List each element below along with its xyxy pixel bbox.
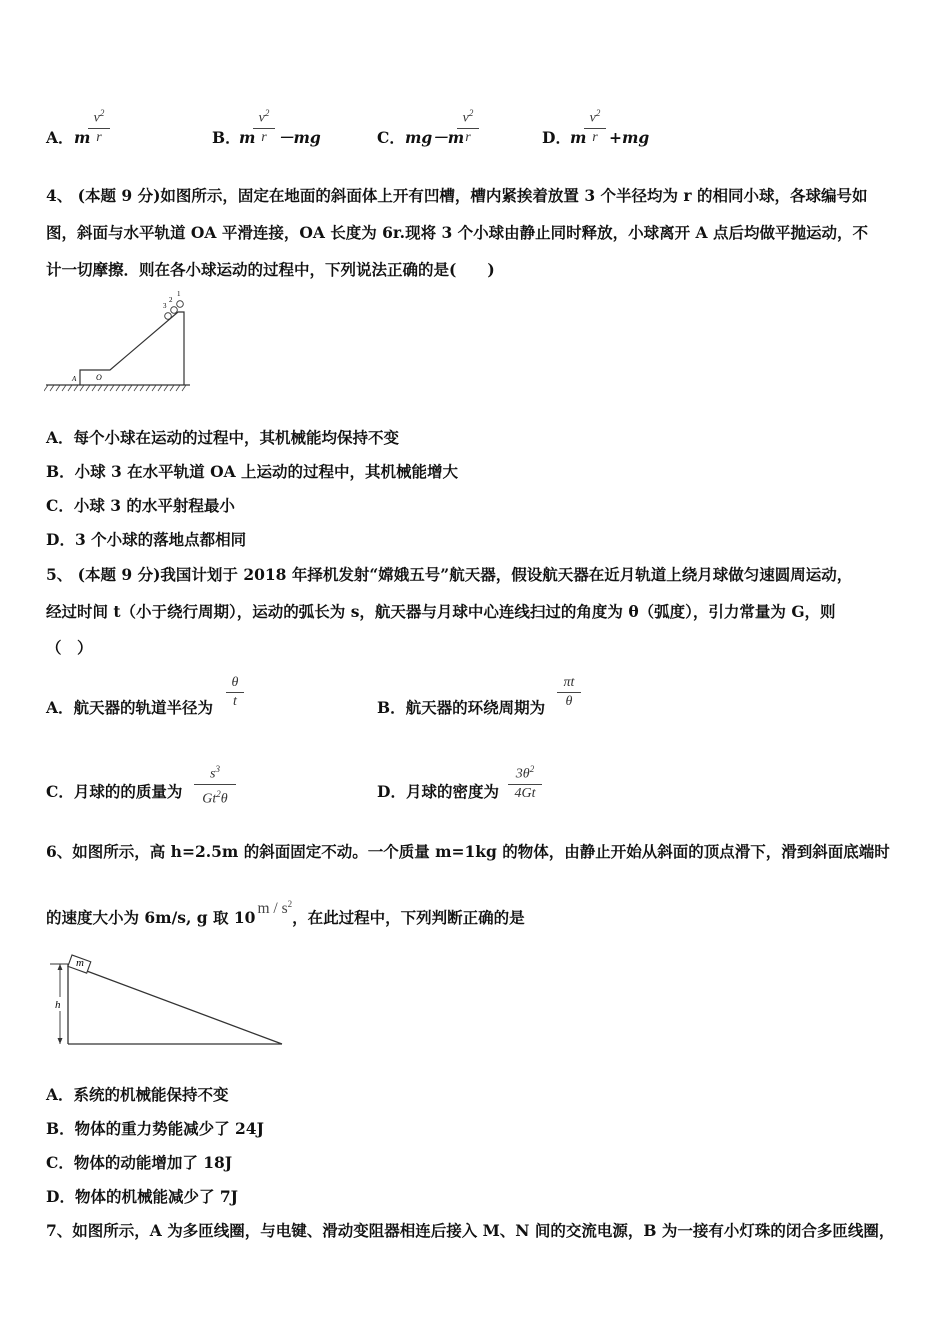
q4-label-a: A [72, 375, 77, 383]
q3-option-c-fraction: $v^2$ r [457, 104, 479, 147]
q4-option-c: C．小球 3 的水平射程最小 [46, 496, 235, 515]
q5-stem-line-2: 经过时间 t（小于绕行周期），运动的弧长为 s，航天器与月球中心连线扫过的角度为 θ（弧度），引力常量为 G，则 [46, 602, 836, 621]
q6-option-b: B．物体的重力势能减少了 24J [46, 1119, 264, 1138]
q5-option-d-fraction: $3\theta^2$ 4Gt [508, 760, 542, 803]
q4-option-b: B．小球 3 在水平轨道 OA 上运动的过程中，其机械能增大 [46, 462, 459, 481]
ball-2-icon [171, 307, 178, 314]
q4-ball-label-1: 1 [177, 290, 181, 298]
q7-stem-line-1: 7、如图所示，A 为多匝线圈，与电键、滑动变阻器相连后接入 M、N 间的交流电源，B 为一接有小灯珠的闭合多匝线圈， [46, 1221, 895, 1240]
q4-figure-incline [44, 290, 194, 396]
q5-option-d-text: D．月球的密度为 [377, 782, 499, 801]
q5-option-a-fraction: θ t [226, 674, 244, 711]
q6-stem-line-1: 6、如图所示，高 h=2.5m 的斜面固定不动。一个质量 m=1kg 的物体，由静止开始从斜面的顶点滑下，滑到斜面底端时 [46, 842, 890, 861]
q5-option-b-fraction: πt θ [557, 674, 581, 711]
q3-option-b-fraction: $v^2$ r [253, 104, 275, 147]
q3-option-b-letter: B． [212, 128, 241, 147]
ball-3-icon [165, 313, 172, 320]
q3-option-d-letter: D． [542, 128, 571, 147]
q4-stem-line-3: 计一切摩擦．则在各小球运动的过程中，下列说法正确的是( ) [46, 260, 495, 279]
q5-option-a-text: A．航天器的轨道半径为 [46, 698, 214, 717]
ball-1-icon [177, 301, 184, 308]
q4-stem-line-2: 图，斜面与水平轨道 OA 平滑连接，OA 长度为 6r.现将 3 个小球由静止同时释放，小球离开 A 点后均做平抛运动，不 [46, 223, 868, 242]
q3-option-b-prefix: m [239, 128, 256, 147]
q3-option-a-letter: A． [46, 128, 74, 147]
q3-option-d-suffix: +mg [609, 128, 650, 147]
q4-option-a: A．每个小球在运动的过程中，其机械能均保持不变 [46, 428, 400, 447]
q4-ball-label-2: 2 [169, 296, 173, 304]
q6-option-c: C．物体的动能增加了 18J [46, 1153, 233, 1172]
q6-label-m: m [76, 957, 84, 969]
q6-figure-slope [46, 950, 286, 1050]
q6-option-d: D．物体的机械能减少了 7J [46, 1187, 238, 1206]
q6-stem-line-2-suffix: ，在此过程中，下列判断正确的是 [292, 908, 525, 928]
q4-label-o: O [96, 373, 102, 382]
q6-option-a: A．系统的机械能保持不变 [46, 1085, 229, 1104]
q6-stem-line-2 [46, 899, 525, 929]
q5-stem-line-1: 5、 (本题 9 分)我国计划于 2018 年择机发射“嫦娥五号”航天器，假设航天器在近月轨道上绕月球做匀速圆周运动， [46, 565, 853, 584]
q3-option-c-letter: C． [377, 128, 405, 147]
q6-unit: m / $s^2$ [257, 899, 293, 918]
q4-option-d: D．3 个小球的落地点都相同 [46, 530, 247, 549]
q3-option-b-suffix: －mg [278, 128, 321, 147]
q3-option-d-fraction: $v^2$ r [584, 104, 606, 147]
q4-stem-line-1: 4、 (本题 9 分)如图所示，固定在地面的斜面体上开有凹槽，槽内紧挨着放置 3 个半径均为 r 的相同小球，各球编号如 [46, 186, 868, 205]
q5-option-c-fraction: $s^3$ Gt$^2$θ [194, 760, 236, 808]
q3-option-a-prefix: m [74, 128, 91, 147]
q3-option-c-prefix: mg－m [405, 128, 465, 147]
q3-option-d-prefix: m [570, 128, 587, 147]
q5-option-c-text: C．月球的的质量为 [46, 782, 183, 801]
q5-stem-line-3: （ ） [46, 638, 93, 657]
q4-ball-label-3: 3 [163, 302, 167, 310]
q3-option-a-fraction: $v^2$ r [88, 104, 110, 147]
q6-label-h: h [55, 999, 61, 1011]
q5-option-b-text: B．航天器的环绕周期为 [377, 698, 546, 717]
q6-stem-line-2-prefix: 的速度大小为 6m/s, g 取 10 [46, 908, 256, 928]
